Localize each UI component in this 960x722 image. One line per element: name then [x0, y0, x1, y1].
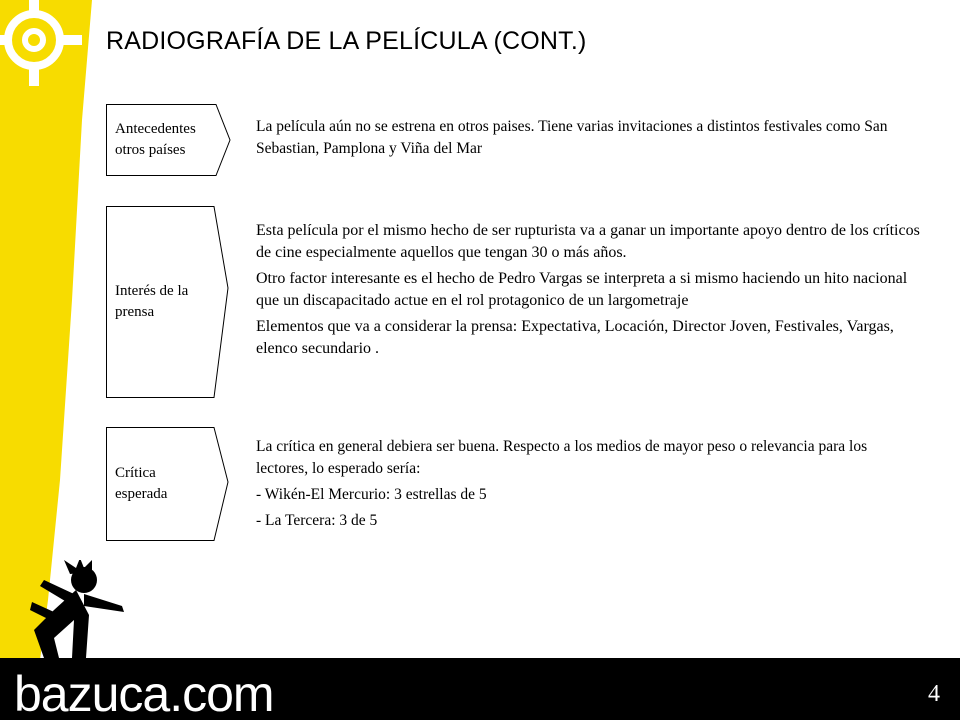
slide-title: RADIOGRAFÍA DE LA PELÍCULA (CONT.)	[106, 27, 587, 55]
label-line: Antecedentes	[115, 121, 196, 137]
paragraph: - Wikén-El Mercurio: 3 estrellas de 5	[256, 486, 487, 503]
label-box-antecedentes	[106, 104, 231, 176]
crosshair-logo-icon	[0, 0, 92, 92]
pointing-figure-icon	[14, 560, 134, 660]
paragraph: La película aún no se estrena en otros paises. Tiene varias invitaciones a distintos festivales como San Sebastian, Pamplona y Viña del Mar	[256, 118, 888, 157]
paragraph: - La Tercera: 3 de 5	[256, 512, 378, 529]
label-line: otros países	[115, 142, 186, 158]
label-box-critica	[106, 427, 229, 541]
paragraph: Esta película por el mismo hecho de ser rupturista va a ganar un importante apoyo dentro de los críticos de cine especialmente aquellos que tengan 30 o más años.	[256, 222, 920, 261]
label-line: esperada	[115, 486, 168, 502]
section-prensa-text	[256, 220, 928, 364]
label-line: Crítica	[115, 465, 156, 481]
label-box-prensa	[106, 206, 229, 398]
label-line: Interés de la	[115, 283, 189, 299]
paragraph: La crítica en general debiera ser buena. Respecto a los medios de mayor peso o relevancia para los lectores, lo esperado sería:	[256, 438, 868, 477]
section-critica-text	[256, 436, 896, 536]
page-number: 4	[928, 681, 940, 707]
paragraph: Otro factor interesante es el hecho de Pedro Vargas se interpreta a si mismo haciendo un hito nacional que un discapacitado actue en el rol protagonico de un largometraje	[256, 270, 908, 309]
label-line: prensa	[115, 304, 155, 320]
paragraph: Elementos que va a considerar la prensa: Expectativa, Locación, Director Joven, Festivales, Vargas, elenco secundario .	[256, 318, 894, 357]
brand-logo: bazuca.com	[14, 666, 274, 722]
section-antecedentes-text	[256, 116, 946, 164]
